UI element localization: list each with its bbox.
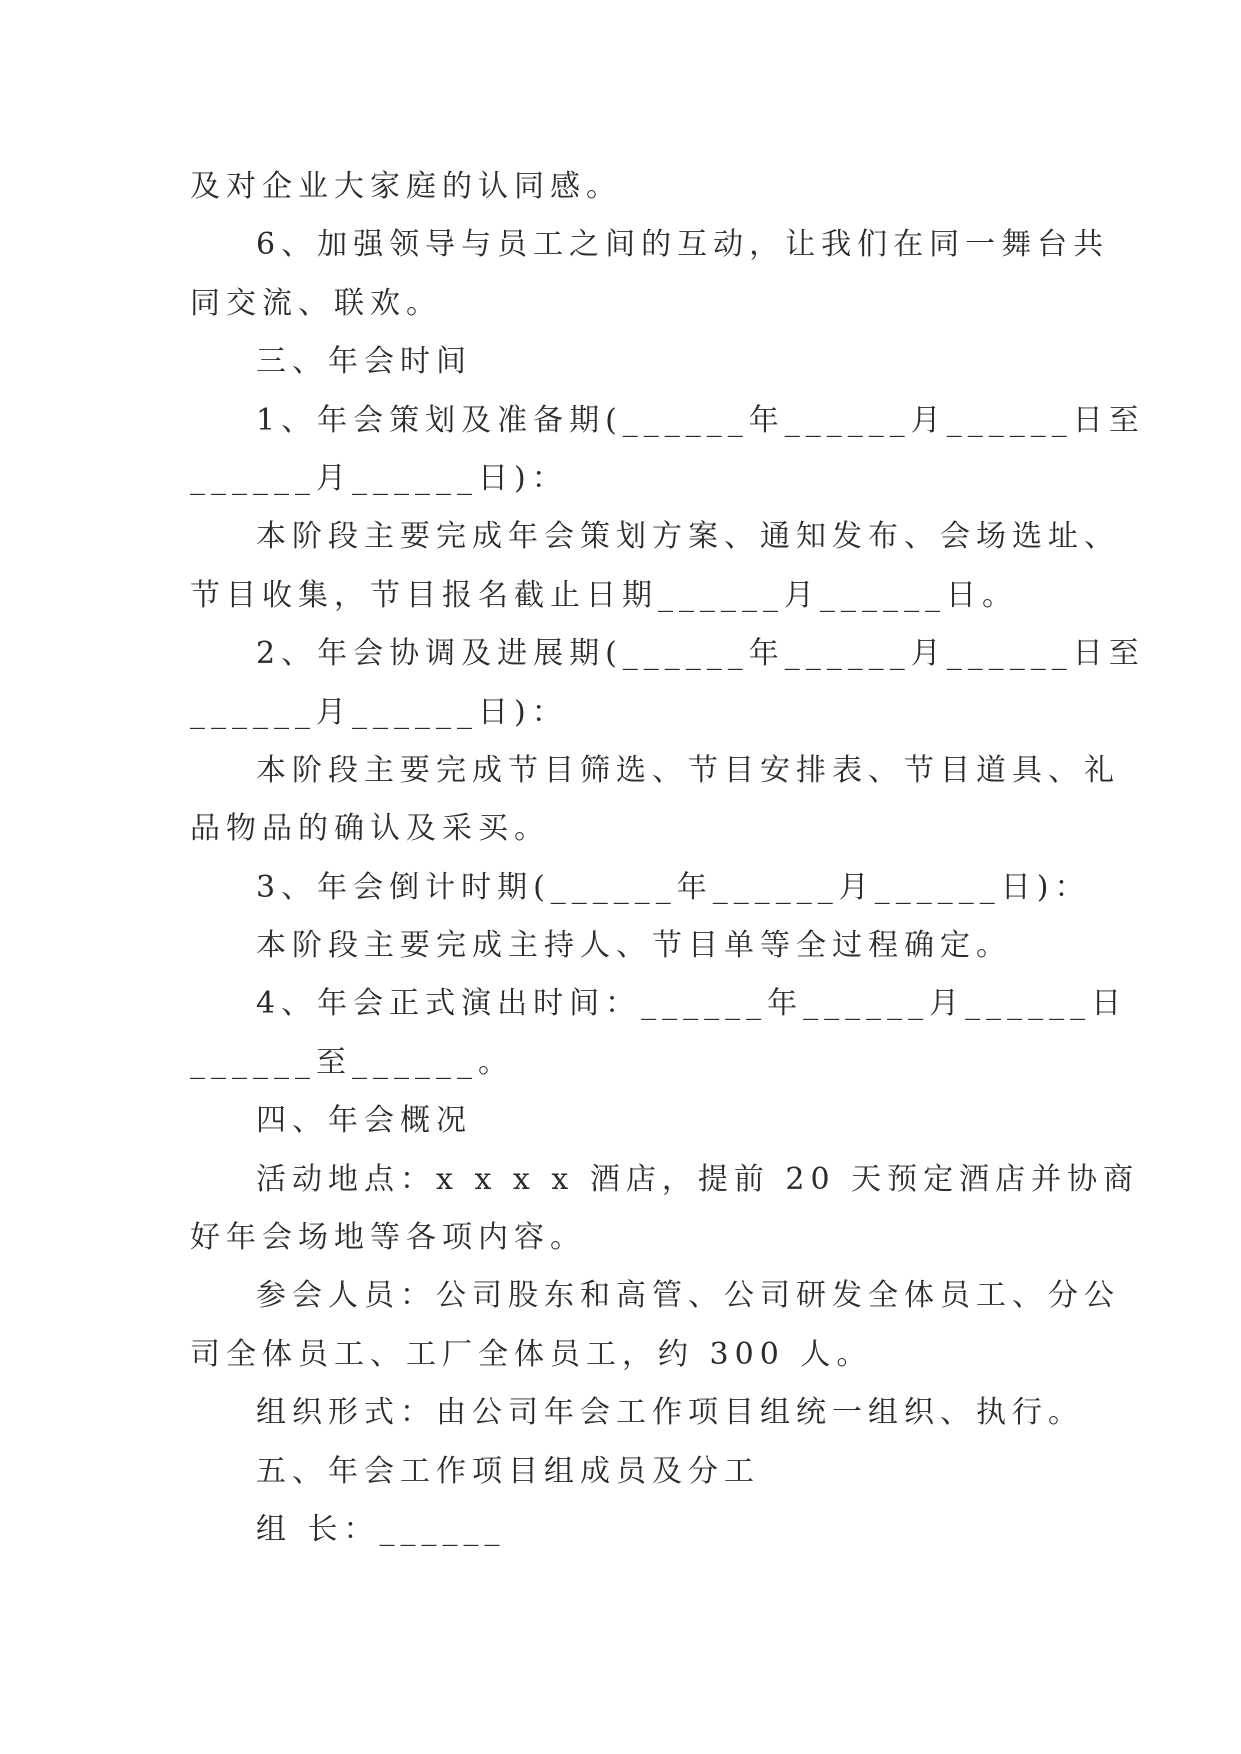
- line-13: 3、年会倒计时期(______年______月______日)：: [256, 869, 1091, 905]
- line-14: 本阶段主要完成主持人、节目单等全过程确定。: [256, 928, 1012, 964]
- line-7: 本阶段主要完成年会策划方案、通知发布、会场选址、: [256, 519, 1120, 555]
- line-12: 品物品的确认及采买。: [190, 811, 550, 847]
- line-11: 本阶段主要完成节目筛选、节目安排表、节目道具、礼: [256, 752, 1120, 788]
- section-heading-5: 五、年会工作项目组成员及分工: [256, 1453, 760, 1489]
- line-3: 同交流、联欢。: [190, 285, 442, 321]
- line-18: 活动地点：x x x x 酒店，提前 20 天预定酒店并协商: [256, 1161, 1140, 1197]
- line-24: 组 长：______: [256, 1511, 506, 1547]
- line-16: ______至______。: [190, 1044, 514, 1080]
- line-6: ______月______日)：: [190, 460, 568, 496]
- document-body: [190, 158, 1145, 1559]
- line-2: 6、加强领导与员工之间的互动，让我们在同一舞台共: [256, 227, 1110, 263]
- line-10: ______月______日)：: [190, 694, 568, 730]
- line-1: 及对企业大家庭的认同感。: [190, 169, 622, 204]
- line-9: 2、年会协调及进展期(______年______月______日至: [256, 636, 1145, 672]
- line-5: 1、年会策划及准备期(______年______月______日至: [256, 402, 1145, 438]
- line-19: 好年会场地等各项内容。: [190, 1220, 586, 1256]
- section-heading-4: 四、年会概况: [256, 1103, 472, 1139]
- line-21: 司全体员工、工厂全体员工，约 300 人。: [190, 1336, 873, 1372]
- line-8: 节目收集，节目报名截止日期______月______日。: [190, 577, 1018, 613]
- line-22: 组织形式：由公司年会工作项目组统一组织、执行。: [256, 1395, 1084, 1431]
- section-heading-3: 三、年会时间: [256, 344, 472, 380]
- line-20: 参会人员：公司股东和高管、公司研发全体员工、分公: [256, 1278, 1120, 1314]
- line-15: 4、年会正式演出时间：______年______月______日: [256, 986, 1128, 1022]
